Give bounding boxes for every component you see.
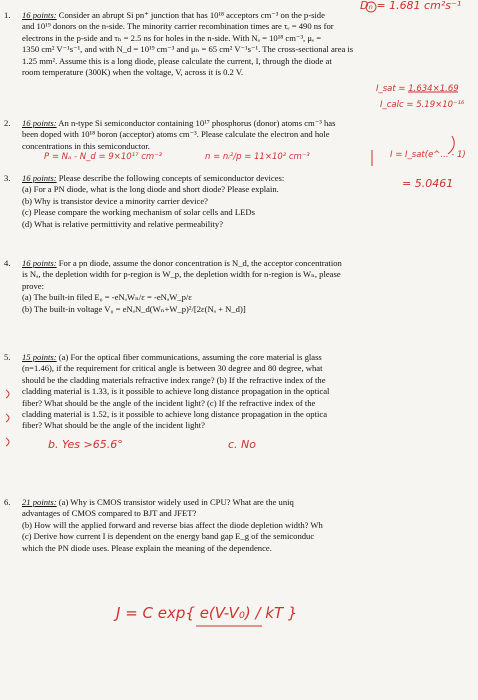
handwritten-dn: Dₙ = 1.681 cm²s⁻¹ <box>360 0 462 12</box>
question-5-points: 15 points: <box>22 352 57 362</box>
question-6-line-1: 21 points: (a) Why is CMOS transistor widely used in CPU? What are the uniq <box>22 497 294 507</box>
question-3-line-2: (a) For a PN diode, what is the long diode and short diode? Please explain. <box>22 184 279 195</box>
handwritten-q6-equation: J = C exp{ e(V-V₀) / kT } <box>116 604 298 622</box>
question-3-line-1: 16 points: Please describe the following concepts of semiconductor devices: <box>22 173 285 183</box>
question-2-line-2: been doped with 10¹⁸ boron (acceptor) atoms cm⁻³. Please calculate the electron and hole <box>22 129 330 140</box>
question-6-line-2: advantages of CMOS compared to BJT and JFET? <box>22 508 197 519</box>
question-5-line-5: fiber? What should be the angle of the incident light? (c) If the refractive index of the <box>22 397 316 408</box>
question-2-line-1: 16 points: An n-type Si semiconductor containing 10¹⁷ phosphorus (donor) atoms cm⁻³ has <box>22 118 336 128</box>
question-1-line-4: 1350 cm² V⁻¹s⁻¹, and with N_d = 10¹⁹ cm⁻³ and μₕ = 65 cm² V⁻¹s⁻¹. The cross-sectional area is <box>22 44 354 55</box>
question-1-line-5: 1.25 mm². Assume this is a long diode, please calculate the current, I, through the diode at <box>22 55 332 66</box>
question-5-number: 5. <box>4 352 11 362</box>
question-5-line-7: fiber? What should be the angle of the incident light? <box>22 420 205 431</box>
question-3-line-5: (d) What is relative permittivity and relative permeability? <box>22 218 224 229</box>
handwritten-q5-b: b. Yes >65.6° <box>48 438 123 451</box>
handwritten-isat-calc: I_calc = 5.19×10⁻¹⁶ <box>380 100 465 110</box>
question-6-body <box>22 497 472 554</box>
question-1-line-3: electrons in the p-side and τₕ = 2.5 ns for holes in the n-side. With Nₐ = 10¹⁸ cm⁻³, μₑ = <box>22 32 322 43</box>
handwritten-q2-n: n = nᵢ²/p = 11×10² cm⁻³ <box>205 152 310 162</box>
question-6-line-3: (b) How will the applied forward and reverse bias affect the diode depletion width? Wh <box>22 519 323 530</box>
question-6-number: 6. <box>4 497 11 507</box>
question-4-line-3: prove: <box>22 280 44 291</box>
question-5-line-6: cladding material is 1.52, is it possible to achieve long distance propagation in the optica <box>22 409 328 420</box>
question-2-points: 16 points: <box>22 118 57 128</box>
question-1-points: 16 points: <box>22 10 57 20</box>
question-3-points: 16 points: <box>22 173 57 183</box>
question-3-line-3: (b) Why is transistor device a minority carrier device? <box>22 195 208 206</box>
question-4-number: 4. <box>4 258 11 268</box>
question-6-line-5: which the PN diode uses. Please explain the meaning of the dependence. <box>22 542 272 553</box>
question-5-line-2: (n=1.46), if the requirement for critical angle is between 30 degree and 80 degree, what <box>22 363 323 374</box>
question-5-line-3: should be the cladding materials refractive index range? (b) If the refractive index of the <box>22 374 326 385</box>
question-4-line-2: is Nₐ, the depletion width for p-region is W_p, the depletion width for n-region is Wₙ, please <box>22 269 341 280</box>
question-6-line-4: (c) Derive how current I is dependent on the energy band gap E_g of the semiconduc <box>22 531 315 542</box>
question-6-points: 21 points: <box>22 497 57 507</box>
question-2-number: 2. <box>4 118 11 128</box>
handwritten-q2-i: I = I_sat(e^... - 1) <box>390 150 466 160</box>
question-3-line-4: (c) Please compare the working mechanism of solar cells and LEDs <box>22 207 255 218</box>
question-3-number: 3. <box>4 173 11 183</box>
question-1-line-1: 16 points: Consider an abrupt Si pn⁺ junction that has 10¹⁸ acceptors cm⁻³ on the p-side <box>22 10 325 20</box>
question-4-body <box>22 258 472 315</box>
question-1-line-2: and 10¹⁹ donors on the n-side. The minority carrier recombination times are τₑ = 490 ns for <box>22 21 334 32</box>
question-4-line-1: 16 points: For a pn diode, assume the donor concentration is N_d, the acceptor concentration <box>22 258 342 268</box>
question-4-line-5: (b) The built-in voltage V₀ = eNₐN_d(Wₙ+W_p)²/[2ε(Nₐ + N_d)] <box>22 303 246 314</box>
handwritten-isat: I_sat = 1.634×1.69 <box>376 84 459 94</box>
question-4-line-4: (a) The built-in filed E₀ = -eNₐWₙ/ε = -eNₐW_p/ε <box>22 292 192 303</box>
question-2-body <box>22 118 472 152</box>
question-4-points: 16 points: <box>22 258 57 268</box>
question-5-line-1: 15 points: (a) For the optical fiber communications, assuming the core material is glass <box>22 352 322 362</box>
handwritten-q2-result: = 5.0461 <box>402 177 454 190</box>
question-5-line-4: cladding material is 1.33, is it possible to achieve long distance propagation in the optical <box>22 386 330 397</box>
question-1-number: 1. <box>4 10 11 20</box>
handwritten-q2-p: P = Nₐ - N_d = 9×10¹⁷ cm⁻³ <box>44 152 163 162</box>
question-1-line-6: room temperature (300K) when the voltage, V, across it is 0.2 V. <box>22 67 244 78</box>
question-5-body <box>22 352 472 432</box>
question-2-line-3: concentrations in this semiconductor. <box>22 140 150 151</box>
question-1-body <box>22 10 472 78</box>
handwritten-q5-c: c. No <box>228 438 256 451</box>
